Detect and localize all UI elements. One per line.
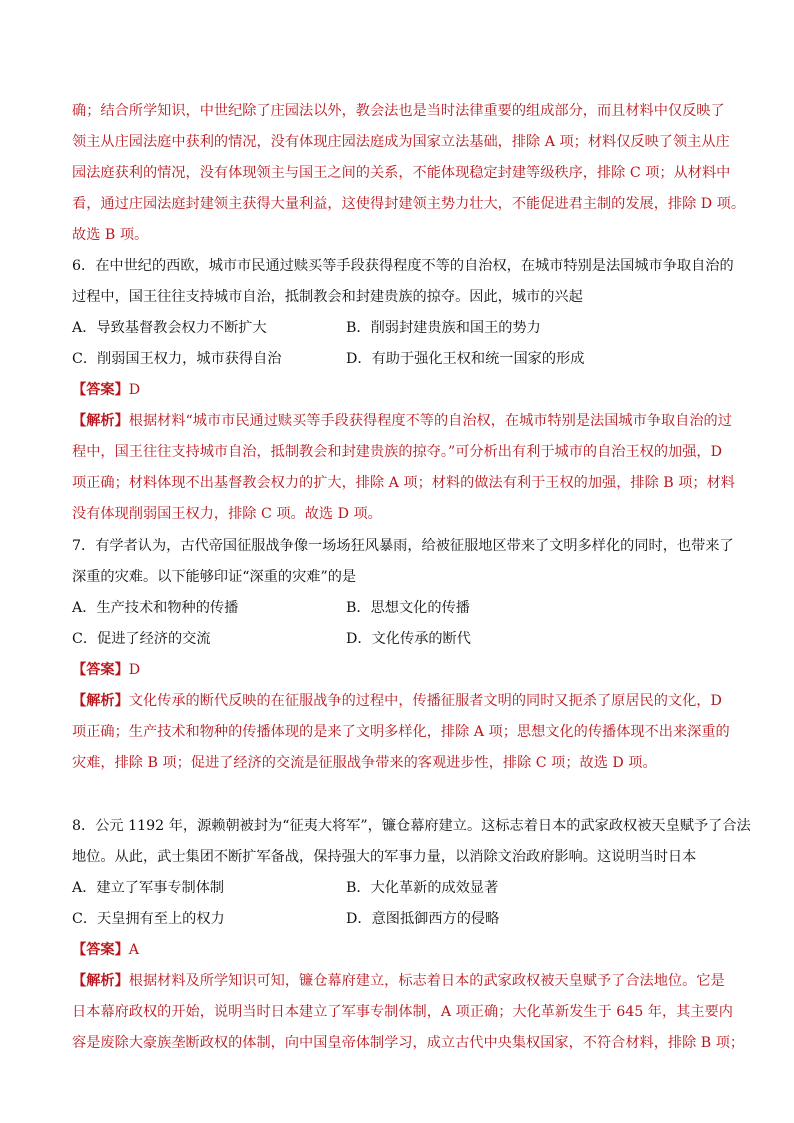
analysis-text-line: 程中，国王往往支持城市自治，抵制教会和封建贵族的掠夺。”可分析出有利于城市的自治王权的加强，D xyxy=(72,444,722,460)
question-6-answer-line xyxy=(72,380,140,400)
question-8-option-b: B．大化革新的成效显著 xyxy=(346,880,499,896)
answer-tag: 【答案】 xyxy=(72,942,129,958)
question-8-option-a: A．建立了军事专制体制 xyxy=(72,880,225,896)
question-7-option-c: C．促进了经济的交流 xyxy=(72,631,211,647)
question-7-option-a: A．生产技术和物种的传播 xyxy=(72,600,239,616)
question-6-stem: 6．在中世纪的西欧，城市市民通过赎买等手段获得程度不等的自治权，在城市特别是法国城市争取自治的 xyxy=(72,258,734,274)
question-8-stem: 地位。从此，武士集团不断扩军备战，保持强大的军事力量，以消除文治政府影响。这说明当时日本 xyxy=(72,849,697,865)
question-6-stem: 过程中，国王往往支持城市自治，抵制教会和封建贵族的掠夺。因此，城市的兴起 xyxy=(72,289,583,305)
question-6-analysis-line xyxy=(72,411,732,431)
question-7-analysis-line xyxy=(72,691,722,711)
answer-tag: 【答案】 xyxy=(72,662,129,678)
answer-value: D xyxy=(128,662,141,678)
analysis-text-line: 园法庭获利的情况，没有体现领主与国王之间的关系，不能体现稳定封建等级秩序，排除 C 项；从材料中 xyxy=(72,165,731,181)
analysis-text: 根据材料“城市市民通过赎买等手段获得程度不等的自治权，在城市特别是法国城市争取自治的过 xyxy=(128,413,732,429)
analysis-text-line: 灾难，排除 B 项；促进了经济的交流是征服战争带来的客观进步性，排除 C 项；故选 D 项。 xyxy=(72,755,657,771)
analysis-text-line: 看，通过庄园法庭封建领主获得大量利益，这使得封建领主势力壮大，不能促进君主制的发展，排除 D 项。 xyxy=(72,196,746,212)
analysis-text-line: 确；结合所学知识，中世纪除了庄园法以外，教会法也是当时法律重要的组成部分，而且材料中仅反映了 xyxy=(72,103,725,119)
analysis-text-line: 故选 B 项。 xyxy=(72,227,149,243)
answer-tag: 【答案】 xyxy=(72,382,129,398)
question-8-answer-line xyxy=(72,940,139,960)
question-7-stem: 7．有学者认为，古代帝国征服战争像一场场狂风暴雨，给被征服地区带来了文明多样化的同时，也带来了 xyxy=(72,538,734,554)
question-6-option-a: A．导致基督教会权力不断扩大 xyxy=(72,320,267,336)
question-7-option-b: B．思想文化的传播 xyxy=(346,600,470,616)
question-8-option-d: D．意图抵御西方的侵略 xyxy=(346,911,500,927)
question-6-option-b: B．削弱封建贵族和国王的势力 xyxy=(346,320,541,336)
analysis-text: 文化传承的断代反映的在征服战争的过程中，传播征服者文明的同时又扼杀了原居民的文化，D xyxy=(128,693,722,709)
question-6-option-c: C．削弱国王权力，城市获得自治 xyxy=(72,351,282,367)
question-8-analysis-line xyxy=(72,971,725,991)
analysis-tag: 【解析】 xyxy=(72,973,129,989)
analysis-tag: 【解析】 xyxy=(72,413,129,429)
analysis-text-line: 项正确；材料体现不出基督教会权力的扩大，排除 A 项；材料的做法有利于王权的加强，排除 B 项；材料 xyxy=(72,475,735,491)
analysis-text-line: 项正确；生产技术和物种的传播体现的是来了文明多样化，排除 A 项；思想文化的传播体现不出来深重的 xyxy=(72,724,730,740)
question-6-option-d: D．有助于强化王权和统一国家的形成 xyxy=(346,351,585,367)
question-7-answer-line xyxy=(72,660,140,680)
analysis-text-line: 领主从庄园法庭中获利的情况，没有体现庄园法庭成为国家立法基础，排除 A 项；材料仅反映了领主从庄 xyxy=(72,134,730,150)
analysis-tag: 【解析】 xyxy=(72,693,129,709)
question-8-stem: 8．公元 1192 年，源赖朝被封为“征夷大将军”，镰仓幕府建立。这标志着日本的武家政权被天皇赋予了合法 xyxy=(72,818,751,834)
analysis-text-line: 没有体现削弱国王权力，排除 C 项。故选 D 项。 xyxy=(72,506,382,522)
question-7-option-d: D．文化传承的断代 xyxy=(346,631,471,647)
answer-value: D xyxy=(128,382,141,398)
analysis-text-line: 容是废除大豪族垄断政权的体制，向中国皇帝体制学习，成立古代中央集权国家，不符合材料，排除 B 项； xyxy=(72,1035,745,1051)
answer-value: A xyxy=(128,942,140,958)
analysis-text: 根据材料及所学知识可知，镰仓幕府建立，标志着日本的武家政权被天皇赋予了合法地位。它是 xyxy=(128,973,725,989)
analysis-text-line: 日本幕府政权的开始，说明当时日本建立了军事专制体制，A 项正确；大化革新发生于 645 年，其主要内 xyxy=(72,1004,733,1020)
question-7-stem: 深重的灾难。以下能够印证“深重的灾难”的是 xyxy=(72,569,357,585)
question-8-option-c: C．天皇拥有至上的权力 xyxy=(72,911,225,927)
